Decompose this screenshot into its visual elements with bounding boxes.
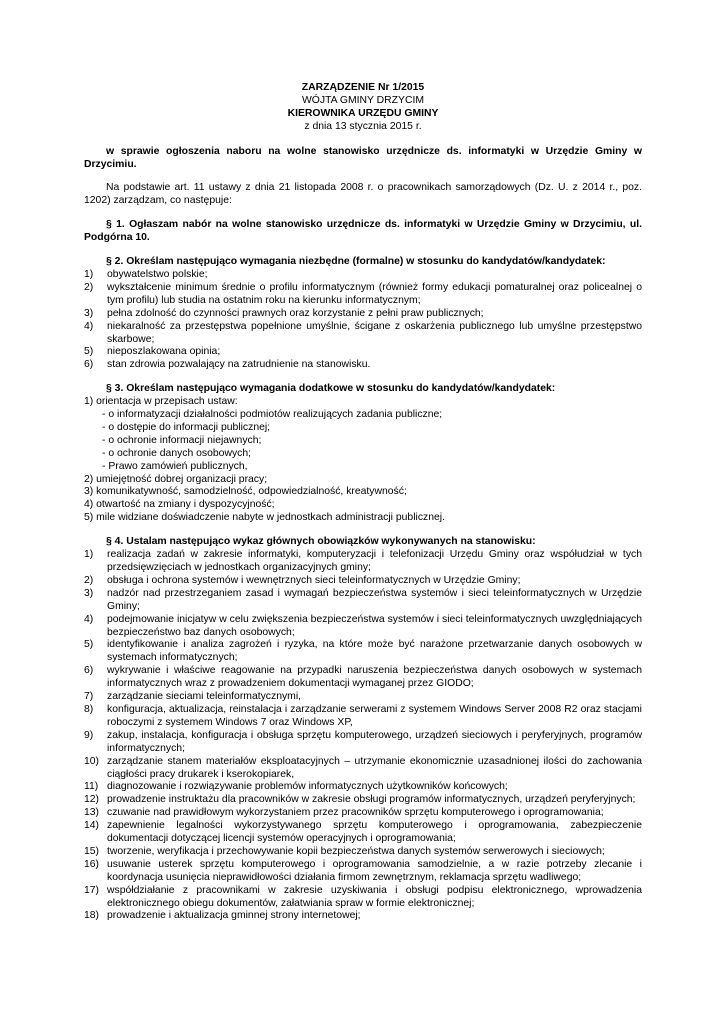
list-item: - o dostępie do informacji publicznej; — [102, 421, 271, 433]
list-item-number: 4) — [84, 320, 94, 332]
list-item — [84, 885, 642, 911]
list-item: 3) komunikatywność, samodzielność, odpowiedzialność, kreatywność; — [84, 486, 407, 498]
list-item — [84, 308, 642, 321]
list-item — [84, 846, 642, 859]
list-item — [84, 820, 642, 846]
list-item-text: czuwanie nad prawidłowym wykorzystaniem przez pracowników sprzętu komputerowego i oprogramowania; — [107, 807, 604, 819]
list-item-number: 17) — [84, 884, 100, 896]
section-3-sublist — [84, 409, 642, 474]
list-item-text: identyfikowanie i analiza zagrożeń i ryzyka, na które może być narażone przetwarzanie danych osobowych w systemach informatycznych; — [107, 639, 642, 664]
list-item-text: obsługa i ochrona systemów i wewnętrznych sieci teleinformatycznych w Urzędzie Gminy; — [107, 574, 521, 586]
list-item-number: 12) — [84, 794, 100, 806]
list-item-text: tworzenie, weryfikacja i przechowywanie kopii bezpieczeństwa danych systemów serwerowych i sieciowych; — [107, 845, 605, 857]
list-item — [84, 781, 642, 794]
list-item: 5) mile widziane doświadczenie nabyte w jednostkach administracji publicznej. — [84, 512, 445, 524]
list-item — [84, 639, 642, 665]
list-item-number: 9) — [84, 729, 94, 741]
list-item — [84, 691, 642, 704]
list-item: 2) umiejętność dobrej organizacji pracy; — [84, 473, 268, 485]
list-item — [84, 730, 642, 756]
list-item — [84, 346, 642, 359]
list-item — [84, 359, 642, 372]
list-item-text: niekaralność za przestępstwa popełnione umyślnie, ścigane z oskarżenia publicznego lub umyślne przestępstwo skarbowe; — [107, 320, 642, 345]
list-item — [84, 588, 642, 614]
list-item-text: obywatelstwo polskie; — [107, 268, 208, 280]
section-4-title: § 4. Ustalam następująco wykaz głównych obowiązków wykonywanych na stanowisku: — [106, 536, 536, 548]
list-item-number: 6) — [84, 665, 94, 677]
list-item-number: 1) — [84, 268, 94, 280]
legal-basis: Na podstawie art. 11 ustawy z dnia 21 listopada 2008 r. o pracownikach samorządowych (Dz. U. z 2014 r., poz. 1202) zarządzam, co następuje: — [84, 182, 642, 207]
section-4-list — [84, 549, 642, 923]
list-item — [84, 549, 642, 575]
list-item — [84, 756, 642, 782]
list-item — [84, 859, 642, 885]
list-item — [84, 282, 642, 308]
document-page — [84, 82, 642, 923]
list-item-number: 8) — [84, 703, 94, 715]
list-item-text: usuwanie usterek sprzętu komputerowego i oprogramowania samodzielnie, a w razie potrzeby zlecanie i koordynacja usunięcia nieprawidłowości działania firmom zewnętrznym, reklamacja sprzętu wadliwego; — [107, 858, 642, 883]
list-item-text: prowadzenie i aktualizacja gminnej strony internetowej; — [107, 910, 361, 922]
list-item-number: 2) — [84, 574, 94, 586]
list-item-text: podejmowanie inicjatyw w celu zwiększenia bezpieczeństwa systemów i sieci teleinformatycznych uwzględniających bezpieczeństwo baz danych osobowych; — [107, 613, 642, 638]
list-item — [84, 269, 642, 282]
list-item-text: współdziałanie z pracownikami w zakresie uzyskiwania i obsługi podpisu elektronicznego, wprowadzenia elektronicznego obiegu dokumentów, załatwiania spraw w formie elektronicznej; — [107, 884, 642, 909]
section-3-item-1: 1) orientacja w przepisach ustaw: — [84, 396, 238, 408]
list-item: - o ochronie danych osobowych; — [102, 447, 252, 459]
list-item: 4) otwartość na zmiany i dyspozycyjność; — [84, 499, 275, 511]
list-item — [84, 794, 642, 807]
list-item-number: 2) — [84, 281, 94, 293]
section-1: § 1. Ogłaszam nabór na wolne stanowisko urzędnicze ds. informatyki w Urzędzie Gminy w Drzycimiu, ul. Podgórna 10. — [84, 219, 642, 244]
document-subject: w sprawie ogłoszenia naboru na wolne stanowisko urzędnicze ds. informatyki w Urzędzie Gminy w Drzycimiu. — [84, 145, 642, 170]
list-item — [84, 807, 642, 820]
list-item-text: zakup, instalacja, konfiguracja i obsługa sprzętu komputerowego, urządzeń sieciowych i peryferyjnych, programów informatycznych; — [107, 729, 642, 754]
list-item-number: 6) — [84, 359, 94, 371]
list-item-number: 5) — [84, 346, 94, 358]
list-item-number: 16) — [84, 858, 100, 870]
list-item-number: 4) — [84, 613, 94, 625]
issuer-line: WÓJTA GMINY DRZYCIM — [302, 94, 424, 106]
list-item-text: konfiguracja, aktualizacja, reinstalacja i zarządzanie serwerami z systemem Windows Server 2008 R2 oraz stacjami roboczymi z systemem Windows 7 oraz Windows XP, — [107, 703, 642, 728]
list-item-text: zarządzanie sieciami teleinformatycznymi, — [107, 691, 302, 703]
issuer-role: KIEROWNIKA URZĘDU GMINY — [287, 107, 439, 119]
list-item-number: 13) — [84, 807, 100, 819]
list-item-number: 3) — [84, 587, 94, 599]
list-item-number: 11) — [84, 781, 99, 793]
list-item — [84, 321, 642, 347]
list-item — [84, 614, 642, 640]
list-item: - o informatyzacji działalności podmiotów realizujących zadania publiczne; — [102, 409, 443, 421]
list-item-text: stan zdrowia pozwalający na zatrudnienie na stanowisku. — [107, 359, 371, 371]
list-item-number: 14) — [84, 820, 100, 832]
list-item-number: 18) — [84, 910, 100, 922]
list-item-text: diagnozowanie i rozwiązywanie problemów informatycznych użytkowników końcowych; — [107, 781, 508, 793]
list-item: - o ochronie informacji niejawnych; — [102, 434, 262, 446]
list-item — [84, 575, 642, 588]
document-header — [84, 82, 642, 134]
list-item-text: wykształcenie minimum średnie o profilu informatycznym (również formy edukacji pomaturalnej oraz policealnej o tym profilu) lub studia na ostatnim roku na kierunku informatycznym; — [107, 281, 642, 306]
list-item — [84, 910, 642, 923]
list-item-number: 10) — [84, 755, 100, 767]
list-item-text: prowadzenie instruktażu dla pracowników w zakresie obsługi programów informatycznych, urządzeń peryferyjnych; — [107, 794, 636, 806]
list-item-text: nieposzlakowana opinia; — [107, 346, 221, 358]
section-3-title: § 3. Określam następująco wymagania dodatkowe w stosunku do kandydatów/kandydatek: — [106, 383, 556, 395]
list-item-text: realizacja zadań w zakresie informatyki, komputeryzacji i telefonizacji Urzędu Gminy oraz współudział w tych przedsięwzięciach w jednostkach organizacyjnych gminy; — [107, 549, 642, 573]
list-item-text: pełna zdolność do czynności prawnych oraz korzystanie z pełni praw publicznych; — [107, 307, 484, 319]
list-item-number: 5) — [84, 639, 94, 651]
section-2-title: § 2. Określam następująco wymagania niezbędne (formalne) w stosunku do kandydatów/kandydatek: — [106, 256, 606, 268]
list-item-number: 1) — [84, 549, 94, 561]
list-item-number: 7) — [84, 691, 94, 703]
list-item: - Prawo zamówień publicznych, — [102, 460, 248, 472]
document-date: z dnia 13 stycznia 2015 r. — [304, 120, 422, 132]
list-item — [84, 704, 642, 730]
section-2-list — [84, 269, 642, 372]
list-item-text: zarządzanie stanem materiałów eksploatacyjnych – utrzymanie ekonomicznie uzasadnionej ilości do zachowania ciągłości pracy drukarek i kserokopiarek, — [107, 755, 642, 780]
document-title: ZARZĄDZENIE Nr 1/2015 — [301, 82, 425, 93]
list-item-number: 15) — [84, 845, 100, 857]
list-item-text: wykrywanie i właściwe reagowanie na przypadki naruszenia bezpieczeństwa danych osobowych w systemach informatycznych wraz z prowadzeniem dokumentacji wymaganej przez GIODO; — [107, 665, 642, 690]
list-item-text: zapewnienie legalności wykorzystywanego sprzętu komputerowego i oprogramowania, zabezpieczenie dokumentacji dotyczącej licencji systemów operacyjnych i oprogramowania; — [107, 820, 642, 845]
list-item-text: nadzór nad przestrzeganiem zasad i wymagań bezpieczeństwa systemów i sieci teleinformatycznych w Urzędzie Gminy; — [107, 587, 642, 612]
list-item — [84, 665, 642, 691]
section-3-list — [84, 474, 642, 526]
list-item-number: 3) — [84, 307, 94, 319]
